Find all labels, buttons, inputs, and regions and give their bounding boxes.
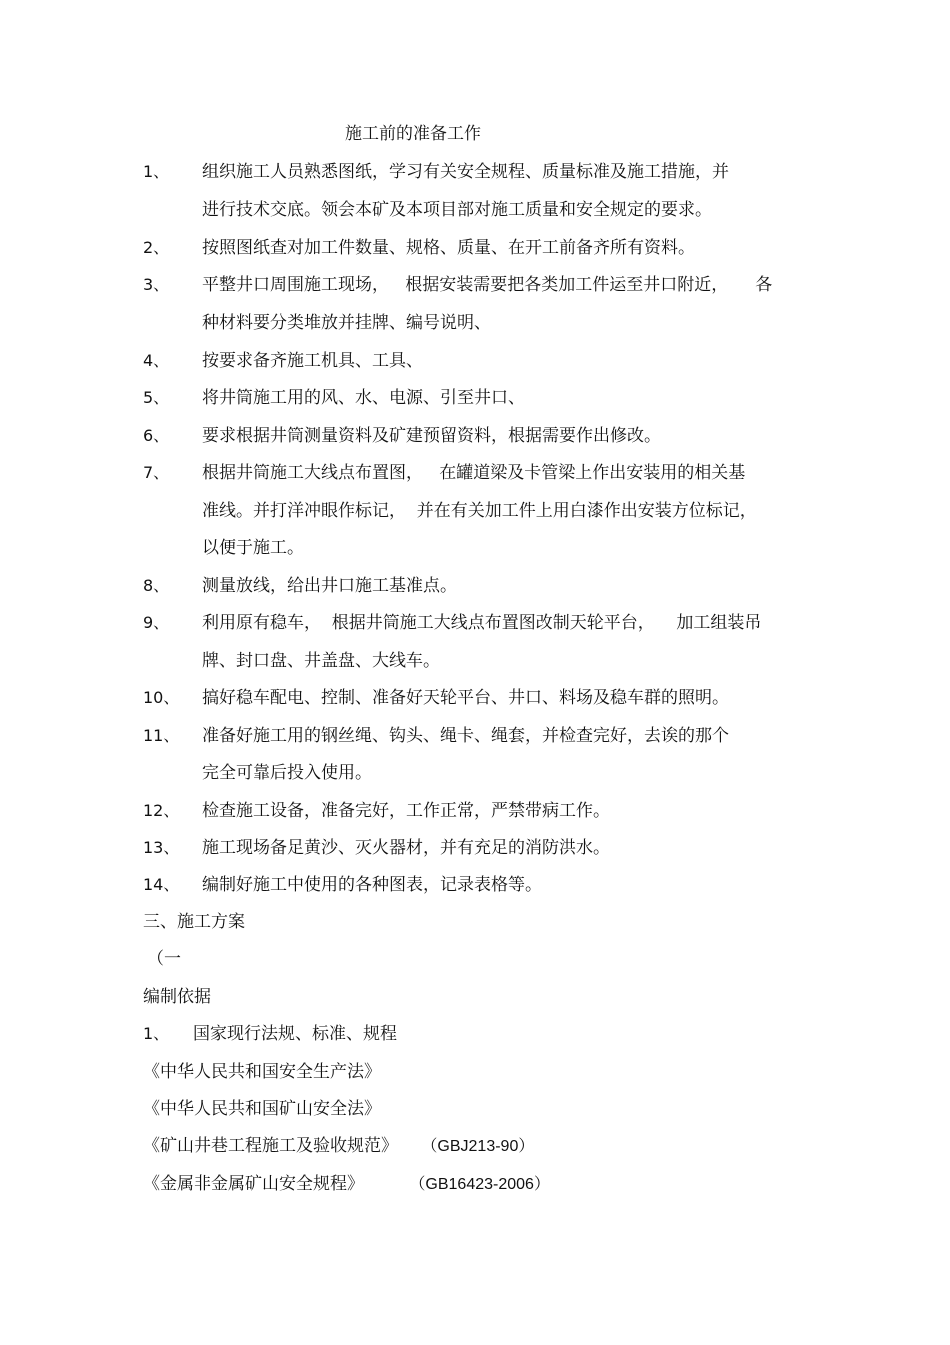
item-text-line: 检查施工设备，准备完好，工作正常，严禁带病工作。 — [202, 801, 610, 821]
law-name: 《矿山井巷工程施工及验收规范》 — [143, 1136, 398, 1156]
basis-item-number: 1、 — [143, 1024, 170, 1043]
basis-item-text: 国家现行法规、标准、规程 — [193, 1024, 397, 1044]
item-text-line: 准备好施工用的钢丝绳、钩头、绳卡、绳套，并检查完好，去诶的那个 — [202, 726, 729, 746]
item-number: 9、 — [143, 613, 170, 632]
item-number: 11、 — [143, 726, 180, 745]
basis-title: 编制依据 — [143, 987, 211, 1007]
item-text-line: 种材料要分类堆放并挂牌、编号说明、 — [202, 313, 491, 333]
section-heading: 三、施工方案 — [143, 912, 245, 932]
item-text-line: 进行技术交底。领会本矿及本项目部对施工质量和安全规定的要求。 — [202, 200, 712, 220]
item-text-line: 完全可靠后投入使用。 — [202, 763, 372, 783]
standard-code: （GB16423-2006） — [409, 1176, 550, 1193]
item-text-line: 编制好施工中使用的各种图表，记录表格等。 — [202, 875, 542, 895]
item-text-line: 按照图纸查对加工件数量、规格、质量、在开工前备齐所有资料。 — [202, 238, 695, 258]
item-text-line: 施工现场备足黄沙、灭火器材，并有充足的消防洪水。 — [202, 838, 610, 858]
law-item — [143, 1060, 381, 1084]
item-text-line: 利用原有稳车， 根据井筒施工大线点布置图改制天轮平台， 加工组装吊 — [202, 613, 762, 633]
law-name: 《中华人民共和国安全生产法》 — [143, 1062, 381, 1082]
law-item — [143, 1172, 550, 1197]
item-number: 6、 — [143, 426, 170, 445]
law-item — [143, 1134, 534, 1159]
page-title: 施工前的准备工作 — [345, 124, 481, 144]
law-name: 《中华人民共和国矿山安全法》 — [143, 1099, 381, 1119]
item-text-line: 以便于施工。 — [202, 538, 304, 558]
item-text-line: 根据井筒施工大线点布置图， 在罐道梁及卡管梁上作出安装用的相关基 — [202, 463, 746, 483]
law-name: 《金属非金属矿山安全规程》 — [143, 1174, 364, 1194]
item-text-line: 准线。并打洋冲眼作标记， 并在有关加工件上用白漆作出安装方位标记， — [202, 501, 757, 521]
item-number: 12、 — [143, 801, 180, 820]
standard-code: （GBJ213-90） — [421, 1138, 535, 1155]
item-number: 1、 — [143, 162, 170, 181]
item-text-line: 平整井口周围施工现场， 根据安装需要把各类加工件运至井口附近， 各 — [202, 275, 773, 295]
item-text-line: 测量放线，给出井口施工基准点。 — [202, 576, 457, 596]
item-number: 14、 — [143, 875, 180, 894]
subsection-marker: （一 — [147, 949, 181, 969]
item-number: 13、 — [143, 838, 180, 857]
item-number: 7、 — [143, 463, 170, 482]
item-number: 2、 — [143, 238, 170, 257]
item-text-line: 搞好稳车配电、控制、准备好天轮平台、井口、料场及稳车群的照明。 — [202, 688, 729, 708]
item-text-line: 组织施工人员熟悉图纸，学习有关安全规程、质量标准及施工措施，并 — [202, 162, 729, 182]
item-number: 8、 — [143, 576, 170, 595]
item-number: 3、 — [143, 275, 170, 294]
item-number: 5、 — [143, 388, 170, 407]
law-item — [143, 1097, 381, 1121]
item-number: 4、 — [143, 351, 170, 370]
item-number: 10、 — [143, 688, 180, 707]
item-text-line: 要求根据井筒测量资料及矿建预留资料，根据需要作出修改。 — [202, 426, 661, 446]
item-text-line: 牌、封口盘、井盖盘、大线车。 — [202, 651, 440, 671]
item-text-line: 将井筒施工用的风、水、电源、引至井口、 — [202, 388, 525, 408]
item-text-line: 按要求备齐施工机具、工具、 — [202, 351, 423, 371]
